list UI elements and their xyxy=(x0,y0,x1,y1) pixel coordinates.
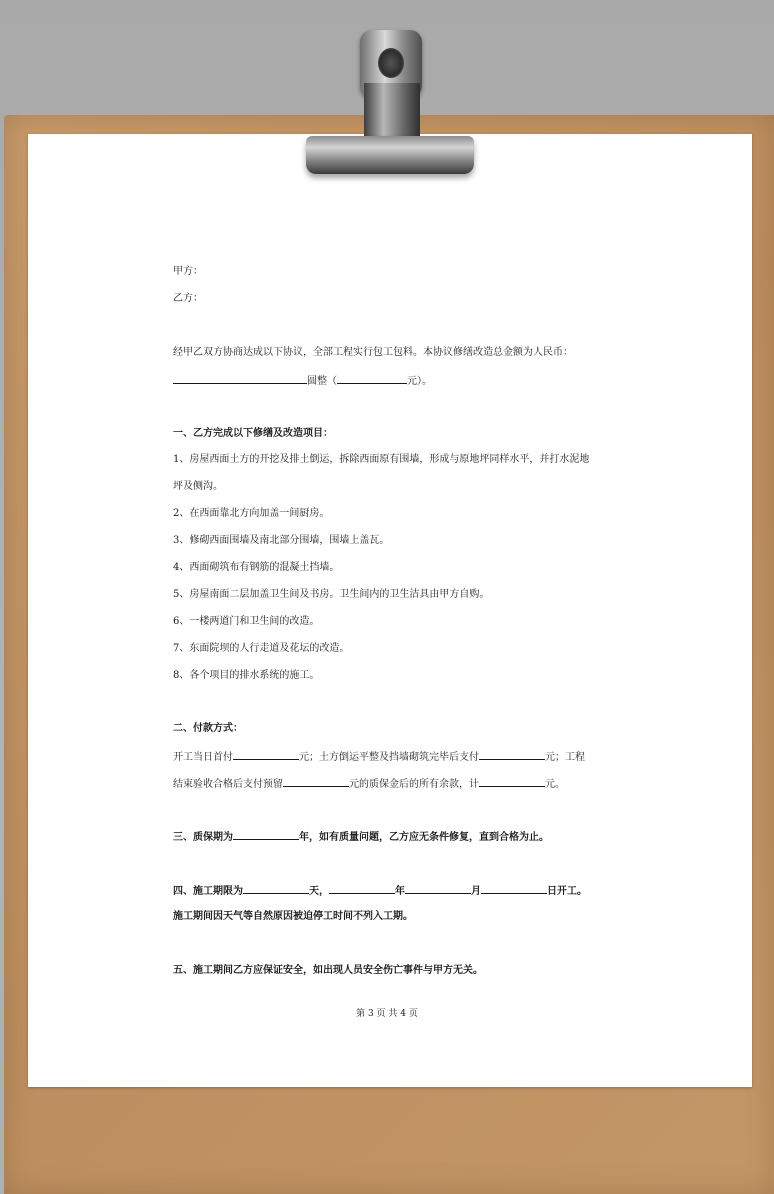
section4-schedule xyxy=(173,883,587,899)
list-item: 4、西面砌筑布有钢筋的混凝土挡墙。 xyxy=(173,562,340,573)
list-item: 坪及侧沟。 xyxy=(173,481,223,492)
list-item: 2、在西面靠北方向加盖一间厨房。 xyxy=(173,508,330,519)
list-item: 1、房屋西面土方的开挖及排土倒运，拆除西面原有围墙，形成与原地坪同样水平，并打水泥地 xyxy=(173,454,590,465)
intro-line-1: 经甲乙双方协商达成以下协议，全部工程实行包工包料。本协议修缮改造总金额为人民币： xyxy=(173,347,573,358)
payment-text: 开工当日首付 xyxy=(173,752,233,763)
payment-text: 元的质保金后的所有余款，计 xyxy=(349,779,479,790)
page-footer: 第 3 页 共 4 页 xyxy=(356,1009,418,1019)
warranty-text: 三、质保期为 xyxy=(173,832,233,843)
list-item: 6、一楼两道门和卫生间的改造。 xyxy=(173,616,320,627)
section1-title: 一、乙方完成以下修缮及改造项目： xyxy=(173,428,333,439)
payment-text: 元；土方倒运平整及挡墙砌筑完毕后支付 xyxy=(299,752,479,763)
section4-note: 施工期间因天气等自然原因被迫停工时间不列入工期。 xyxy=(173,911,413,922)
party-b-line: 乙方： xyxy=(173,293,203,304)
amount-number-blank xyxy=(337,373,407,384)
payment-blank xyxy=(233,749,299,760)
intro-line-2 xyxy=(173,373,432,389)
warranty-text: 年，如有质量问题，乙方应无条件修复，直到合格为止。 xyxy=(299,832,549,843)
section5-safety: 五、施工期间乙方应保证安全，如出现人员安全伤亡事件与甲方无关。 xyxy=(173,965,483,976)
intro-text-a: 圆整（ xyxy=(307,376,337,387)
schedule-text: 天， xyxy=(309,886,329,897)
list-item: 5、房屋南面二层加盖卫生间及书房。卫生间内的卫生洁具由甲方自购。 xyxy=(173,589,490,600)
list-item: 3、修砌西面围墙及南北部分围墙，围墙上盖瓦。 xyxy=(173,535,390,546)
schedule-text: 月 xyxy=(471,886,481,897)
payment-blank xyxy=(479,776,545,787)
intro-text-b: 元）。 xyxy=(407,376,432,387)
schedule-text: 日开工。 xyxy=(547,886,587,897)
schedule-blank xyxy=(329,883,395,894)
payment-blank xyxy=(479,749,545,760)
schedule-blank xyxy=(243,883,309,894)
amount-blank xyxy=(173,373,307,384)
schedule-blank xyxy=(405,883,471,894)
party-a-line: 甲方： xyxy=(173,266,203,277)
payment-line-2 xyxy=(173,776,565,792)
payment-text: 元。 xyxy=(545,779,565,790)
section2-title: 二、付款方式： xyxy=(173,723,243,734)
list-item: 7、东面院坝的人行走道及花坛的改造。 xyxy=(173,643,350,654)
payment-text: 结束验收合格后支付预留 xyxy=(173,779,283,790)
schedule-blank xyxy=(481,883,547,894)
payment-text: 元；工程 xyxy=(545,752,585,763)
list-item: 8、各个项目的排水系统的施工。 xyxy=(173,670,320,681)
payment-line-1 xyxy=(173,749,585,765)
warranty-blank xyxy=(233,829,299,840)
schedule-text: 四、施工期限为 xyxy=(173,886,243,897)
schedule-text: 年 xyxy=(395,886,405,897)
payment-blank xyxy=(283,776,349,787)
section3-warranty xyxy=(173,829,549,845)
